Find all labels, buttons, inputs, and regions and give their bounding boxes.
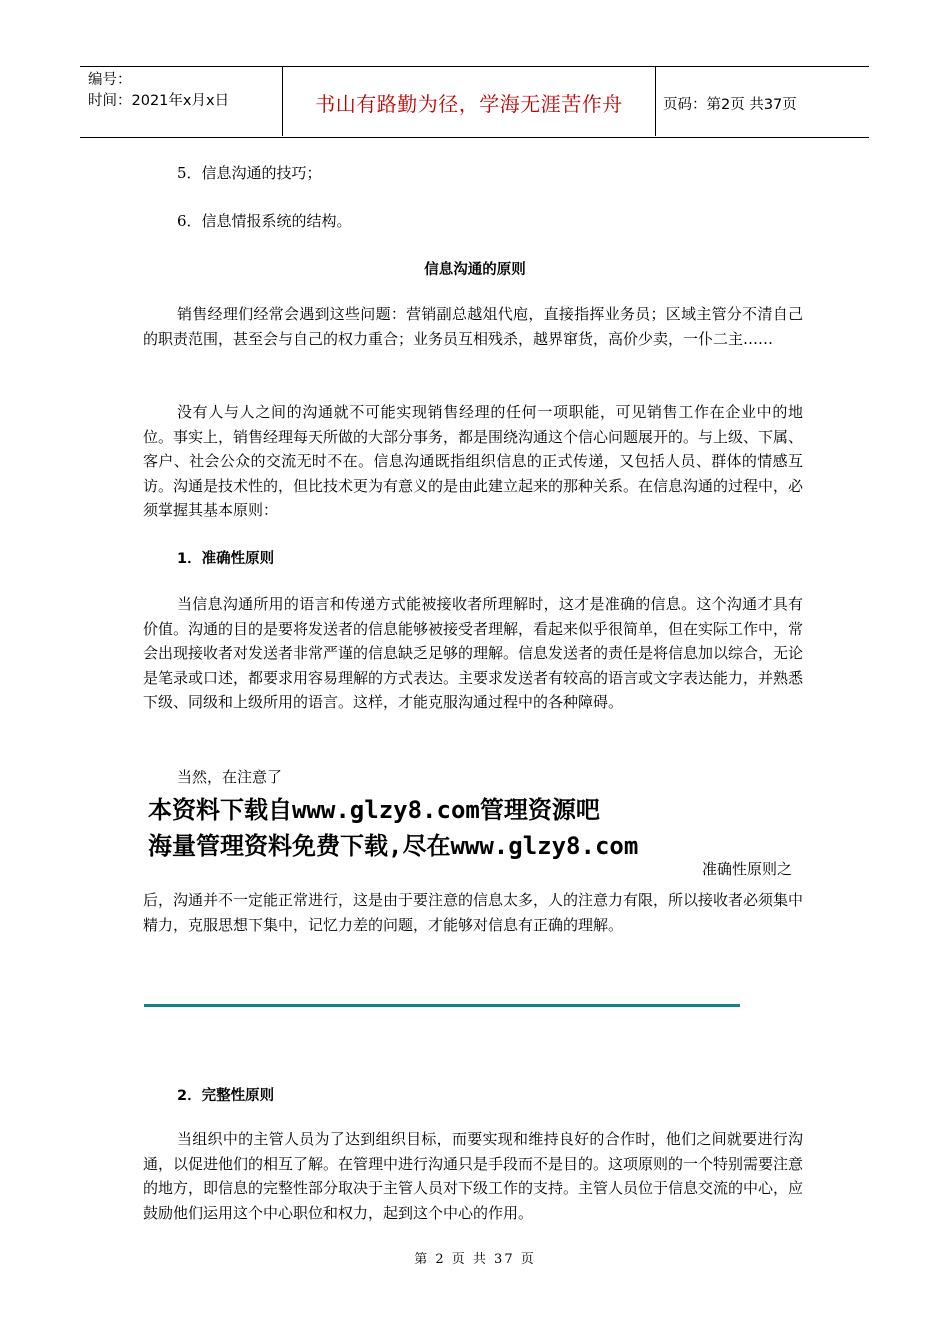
watermark-line: 海量管理资料免费下载,尽在www.glzy8.com bbox=[148, 832, 639, 860]
serial-label: 编号： bbox=[88, 72, 132, 88]
paragraph-tail: 准确性原则之 bbox=[702, 860, 793, 878]
watermark-line: 本资料下载自www.glzy8.com管理资源吧 bbox=[148, 796, 600, 824]
paragraph-start: 当然，在注意了 bbox=[177, 768, 283, 786]
paragraph: 当信息沟通所用的语言和传递方式能被接收者所理解时，这才是准确的信息。这个沟通才具有价值。沟通的目的是要将发送者的信息能够被接受者理解，看起来似乎很简单，但在实际工作中，常会出现接收者对发送者非常严谨的信息缺乏足够的理解。信息发送者的责任是将信息加以综合，无论是笔录或口述，都要求用容易理解的方式表达。主要求发送者有较高的语言或文字表达能力，并熟悉下级、同级和上级所用的语言。这样，才能克服沟通过程中的各种障碍。 bbox=[143, 595, 804, 711]
header-divider bbox=[282, 66, 283, 136]
paragraph: 当组织中的主管人员为了达到组织目标，而要实现和维持良好的合作时，他们之间就要进行沟通，以促进他们的相互了解。在管理中进行沟通只是手段而不是目的。这项原则的一个特别需要注意的地方，即信息的完整性部分取决于主管人员对下级工作的支持。主管人员位于信息交流的中心，应鼓励他们运用这个中心职位和权力，起到这个中心的作用。 bbox=[143, 1130, 804, 1222]
header-page-info: 页码：第2页 共37页 bbox=[663, 97, 797, 113]
paragraph: 没有人与人之间的沟通就不可能实现销售经理的任何一项职能，可见销售工作在企业中的地位。事实上，销售经理每天所做的大部分事务，都是围绕沟通这个信心问题展开的。与上级、下属、客户、社会公众的交流无时不在。信息沟通既指组织信息的正式传递，又包括人员、群体的情感互访。沟通是技术性的，但比技术更为有意义的是由此建立起来的那种关系。在信息沟通的过程中，必须掌握其基本原则： bbox=[143, 403, 804, 519]
list-item: 5．信息沟通的技巧； bbox=[177, 164, 322, 182]
divider-rule bbox=[144, 1004, 740, 1007]
subheading-accuracy: 1．准确性原则 bbox=[177, 551, 275, 567]
list-item: 6．信息情报系统的结构。 bbox=[177, 212, 352, 230]
page-footer: 第 2 页 共 37 页 bbox=[414, 1252, 536, 1267]
subheading-completeness: 2．完整性原则 bbox=[177, 1088, 275, 1104]
header-motto: 书山有路勤为径，学海无涯苦作舟 bbox=[315, 92, 623, 116]
paragraph: 后，沟通并不一定能正常进行，这是由于要注意的信息太多，人的注意力有限，所以接收者必须集中精力，克服思想下集中，记忆力差的问题，才能够对信息有正确的理解。 bbox=[143, 891, 804, 934]
header-divider bbox=[655, 66, 656, 136]
paragraph: 销售经理们经常会遇到这些问题：营销副总越俎代庖，直接指挥业务员；区域主管分不清自己的职责范围，甚至会与自己的权力重合；业务员互相残杀，越界窜货，高价少卖，一仆二主…… bbox=[143, 305, 803, 348]
section-title: 信息沟通的原则 bbox=[424, 262, 526, 278]
time-label: 时间：2021年x月x日 bbox=[88, 93, 230, 109]
header-meta bbox=[88, 70, 229, 112]
